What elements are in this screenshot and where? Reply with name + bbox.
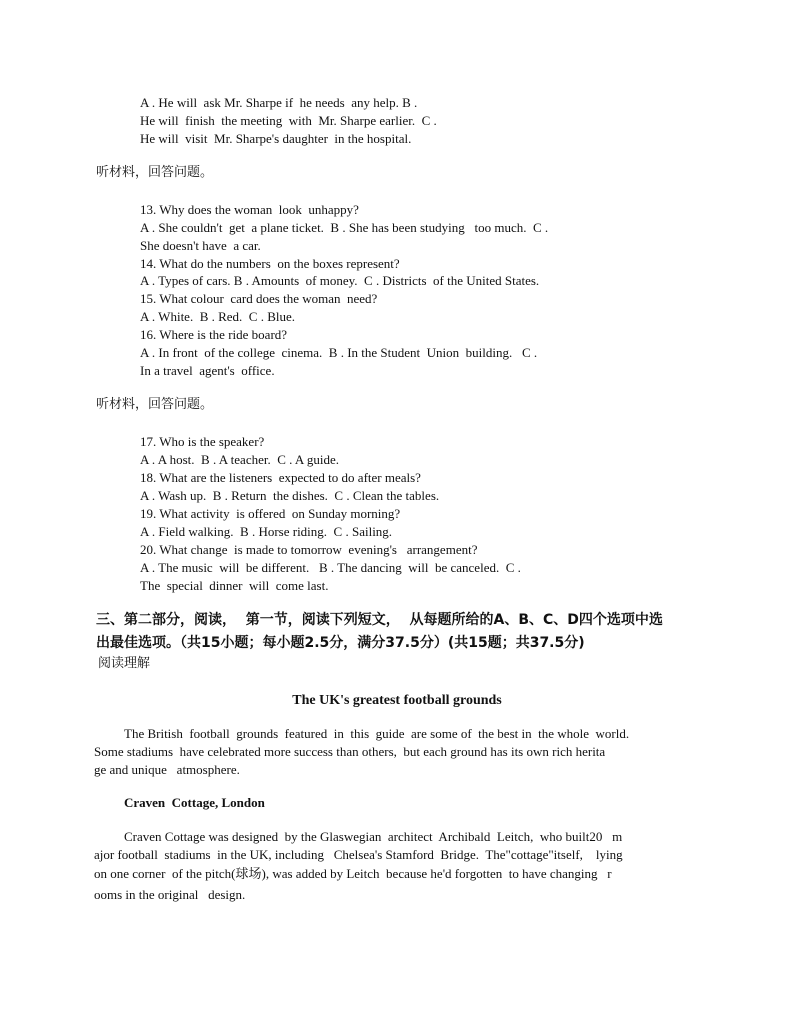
question-14-options: A . Types of cars. B . Amounts of money. C . Districts of the United States. [140, 273, 540, 288]
question-20: 20. What change is made to tomorrow evening's arrangement? [140, 542, 478, 557]
question-20-option-c: The special dinner will come last. [140, 578, 329, 593]
question-18: 18. What are the listeners expected to do after meals? [140, 470, 421, 485]
question-13-options: A . She couldn't get a plane ticket. B . She has been studying too much. C . [140, 220, 549, 235]
question-19-options: A . Field walking. B . Horse riding. C . Sailing. [140, 524, 393, 539]
question-12-option-a: A . He will ask Mr. Sharpe if he needs any help. B . [140, 95, 418, 110]
instruction-listen-2: 听材料，回答问题。 [96, 397, 214, 412]
question-12-option-c: He will visit Mr. Sharpe's daughter in the hospital. [140, 131, 412, 146]
section-header-line1: 三、第二部分，阅读， 第一节，阅读下列短文， 从每题所给的A、B、C、D四个选项中选 [96, 612, 663, 628]
question-17-options: A . A host. B . A teacher. C . A guide. [140, 452, 339, 467]
question-15: 15. What colour card does the woman need? [140, 291, 378, 306]
question-18-options: A . Wash up. B . Return the dishes. C . Clean the tables. [140, 488, 440, 503]
question-20-options: A . The music will be different. B . The dancing will be canceled. C . [140, 560, 521, 575]
section-heading-craven-cottage: Craven Cottage, London [124, 795, 265, 810]
para2-line-4: ooms in the original design. [94, 887, 246, 902]
para2-line-3: on one corner of the pitch(球场), was added by Leitch because he'd forgotten to have changing r [94, 866, 612, 881]
question-15-options: A . White. B . Red. C . Blue. [140, 309, 296, 324]
question-19: 19. What activity is offered on Sunday morning? [140, 506, 401, 521]
instruction-listen: 听材料，回答问题。 [96, 165, 214, 180]
para2-line-1: Craven Cottage was designed by the Glaswegian architect Archibald Leitch, who built20 m [124, 829, 623, 844]
section-subtitle: 阅读理解 [98, 656, 151, 671]
intro-line-1: The British football grounds featured in this guide are some of the best in the whole world. [124, 726, 630, 741]
question-12-option-b: He will finish the meeting with Mr. Sharpe earlier. C . [140, 113, 437, 128]
question-13-option-c: She doesn't have a car. [140, 238, 261, 253]
intro-line-2: Some stadiums have celebrated more success than others, but each ground has its own rich herita [94, 744, 606, 759]
question-16-options: A . In front of the college cinema. B . In the Student Union building. C . [140, 345, 538, 360]
section-header-line2: 出最佳选项。（共15小题；每小题2.5分，满分37.5分）(共15题；共37.5分) [96, 635, 585, 651]
question-16-option-c: In a travel agent's office. [140, 363, 275, 378]
article-title: The UK's greatest football grounds [292, 693, 502, 708]
para2-line-2: ajor football stadiums in the UK, including Chelsea's Stamford Bridge. The"cottage"itself, lying [94, 847, 623, 862]
question-17: 17. Who is the speaker? [140, 434, 265, 449]
question-14: 14. What do the numbers on the boxes represent? [140, 256, 400, 271]
intro-line-3: ge and unique atmosphere. [94, 762, 240, 777]
question-13: 13. Why does the woman look unhappy? [140, 202, 359, 217]
question-16: 16. Where is the ride board? [140, 327, 288, 342]
